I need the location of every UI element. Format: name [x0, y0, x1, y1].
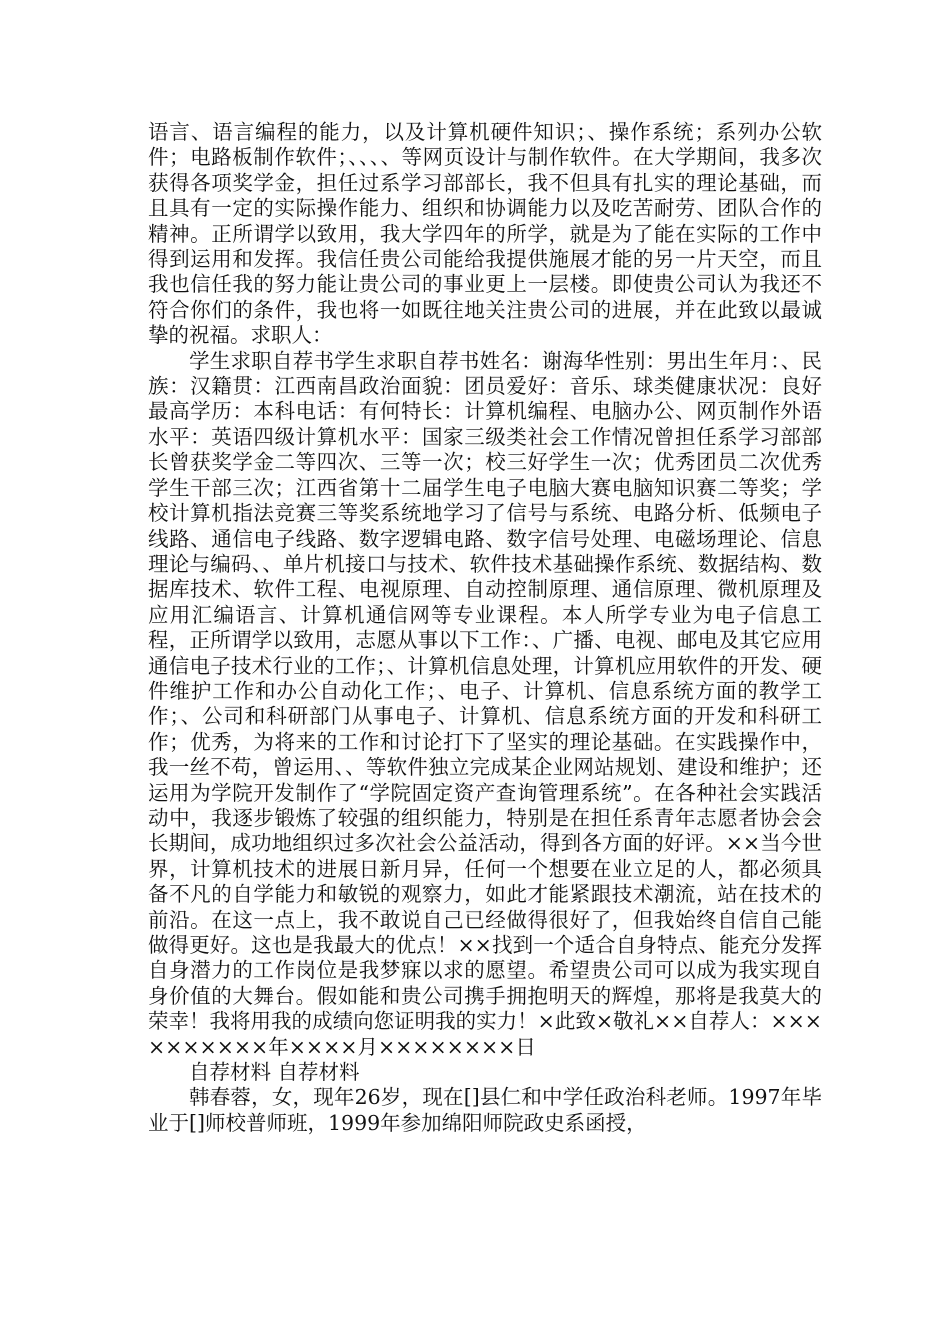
paragraph-intro: 语言、语言编程的能力，以及计算机硬件知识；、操作系统；系列办公软件；电路板制作软件；、、、、等网页设计与制作软件。在大学期间，我多次获得各项奖学金，担任过系学习部部长，我不但具有扎实的理论基础，而且具有一定的实际操作能力、组织和协调能力以及吃苦耐劳、团队合作的精神。正所谓学以致用，我大学四年的所学，就是为了能在实际的工作中得到运用和发挥。我信任贵公司能给我提供施展才能的另一片天空，而且我也信任我的努力能让贵公司的事业更上一层楼。即使贵公司认为我还不符合你们的条件，我也将一如既往地关注贵公司的进展，并在此致以最诚挚的祝福。求职人： — [148, 120, 822, 348]
section-heading: 自荐材料 自荐材料 — [189, 1060, 360, 1085]
document-page — [148, 120, 822, 1136]
paragraph-profile: 韩春蓉，女，现年26岁，现在[]县仁和中学任政治科老师。1997年毕业于[]师校普师班，1999年参加绵阳师院政史系函授， — [148, 1085, 822, 1135]
paragraph-self-recommendation: 学生求职自荐书学生求职自荐书姓名：谢海华性别：男出生年月：、民族：汉籍贯：江西南昌政治面貌：团员爱好：音乐、球类健康状况：良好最高学历：本科电话：有何特长：计算机编程、电脑办公、网页制作外语水平：英语四级计算机水平：国家三级类社会工作情况曾担任系学习部部长曾获奖学金二等四次、三等一次；校三好学生一次；优秀团员二次优秀学生干部三次；江西省第十二届学生电子电脑大赛电脑知识赛二等奖；学校计算机指法竞赛三等奖系统地学习了信号与系统、电路分析、低频电子线路、通信电子线路、数字逻辑电路、数字信号处理、电磁场理论、信息理论与编码、、单片机接口与技术、软件技术基础操作系统、数据结构、数据库技术、软件工程、电视原理、自动控制原理、通信原理、微机原理及应用汇编语言、计算机通信网等专业课程。本人所学专业为电子信息工程，正所谓学以致用，志愿从事以下工作：、广播、电视、邮电及其它应用通信电子技术行业的工作；、计算机信息处理，计算机应用软件的开发、硬件维护工作和办公自动化工作；、电子、计算机、信息系统方面的教学工作；、公司和科研部门从事电子、计算机、信息系统方面的开发和科研工作；优秀，为将来的工作和讨论打下了坚实的理论基础。在实践操作中，我一丝不苟，曾运用、、等软件独立完成某企业网站规划、建设和维护；还运用为学院开发制作了“学院固定资产查询管理系统”。在各种社会实践活动中，我逐步锻炼了较强的组织能力，特别是在担任系青年志愿者协会会长期间，成功地组织过多次社会公益活动，得到各方面的好评。××当今世界，计算机技术的进展日新月异，任何一个想要在业立足的人，都必须具备不凡的自学能力和敏锐的观察力，如此才能紧跟技术潮流，站在技术的前沿。在这一点上，我不敢说自己已经做得很好了，但我始终自信自己能做得更好。这也是我最大的优点！××找到一个适合自身特点、能充分发挥自身潜力的工作岗位是我梦寐以求的愿望。希望贵公司可以成为我实现自身价值的大舞台。假如能和贵公司携手拥抱明天的辉煌，那将是我莫大的荣幸！我将用我的成绩向您证明我的实力！×此致×敬礼××自荐人：××××××××××年××××月××××××××日 — [148, 348, 822, 1059]
